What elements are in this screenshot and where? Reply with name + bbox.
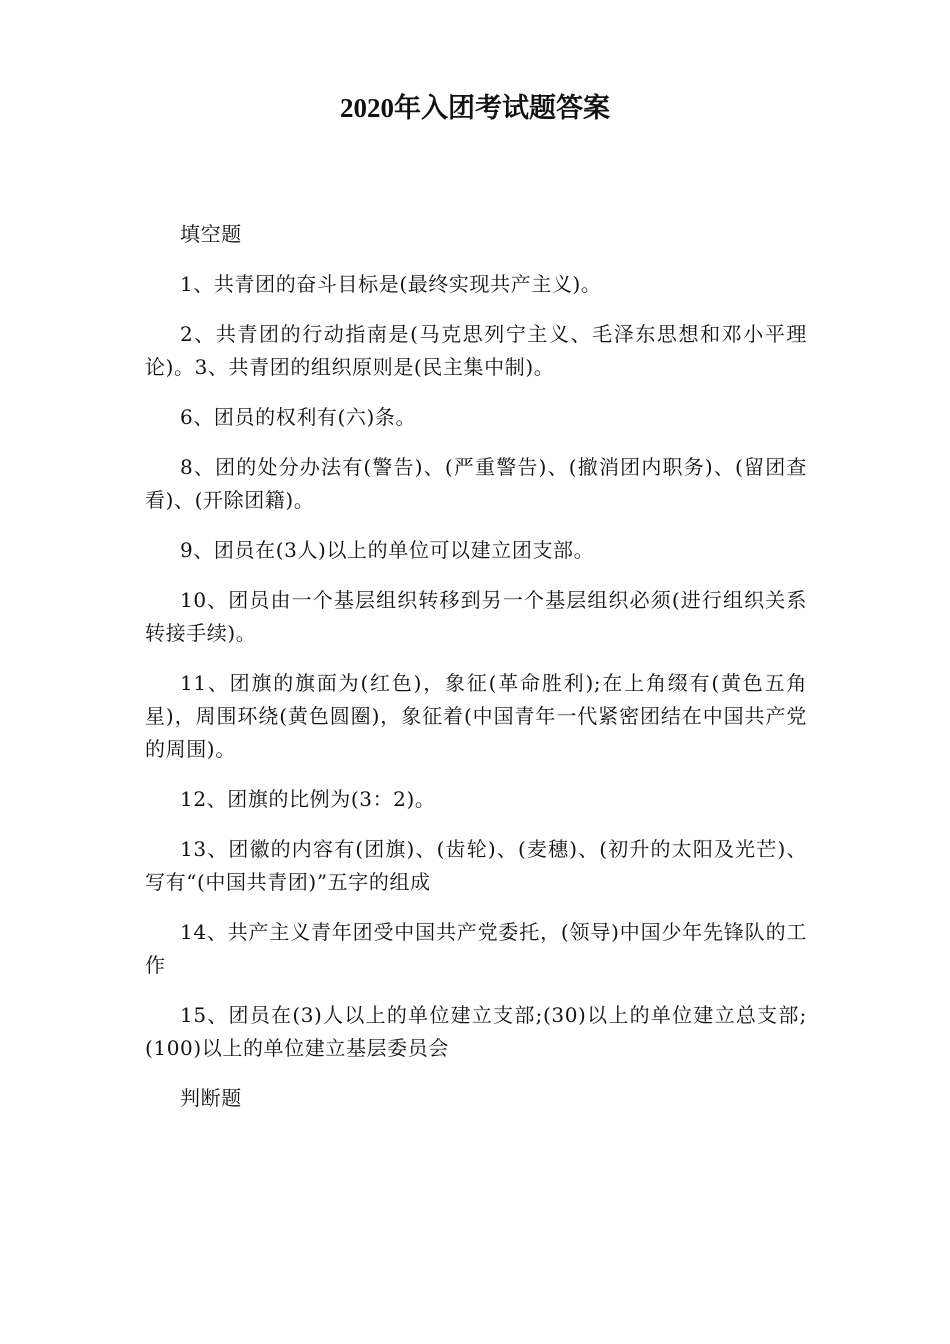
question-paragraph: 14、共产主义青年团受中国共产党委托，(领导)中国少年先锋队的工作 <box>145 920 807 977</box>
question-paragraph: 11、团旗的旗面为(红色)，象征(革命胜利);在上角缀有(黄色五角星)，周围环绕(黄色圆圈)，象征着(中国青年一代紧密团结在中国共产党的周围)。 <box>145 671 807 761</box>
question-paragraph: 15、团员在(3)人以上的单位建立支部;(30)以上的单位建立总支部;(100)以上的单位建立基层委员会 <box>145 1003 807 1060</box>
question-paragraph: 2、共青团的行动指南是(马克思列宁主义、毛泽东思想和邓小平理论)。3、共青团的组织原则是(民主集中制)。 <box>145 322 807 379</box>
document-title: 2020年入团考试题答案 <box>340 93 610 123</box>
question-paragraph: 10、团员由一个基层组织转移到另一个基层组织必须(进行组织关系转接手续)。 <box>145 588 807 645</box>
question-paragraph: 9、团员在(3人)以上的单位可以建立团支部。 <box>180 538 595 562</box>
section-heading-true-false: 判断题 <box>180 1086 242 1110</box>
question-paragraph: 1、共青团的奋斗目标是(最终实现共产主义)。 <box>180 272 602 296</box>
question-paragraph: 6、团员的权利有(六)条。 <box>180 405 417 429</box>
section-heading-fill-blank: 填空题 <box>180 222 242 246</box>
question-paragraph: 13、团徽的内容有(团旗)、(齿轮)、(麦穗)、(初升的太阳及光芒)、写有“(中国共青团)”五字的组成 <box>145 837 807 894</box>
question-paragraph: 12、团旗的比例为(3：2)。 <box>180 787 436 811</box>
question-paragraph: 8、团的处分办法有(警告)、(严重警告)、(撤消团内职务)、(留团查看)、(开除团籍)。 <box>145 455 807 512</box>
document-body <box>145 218 807 1132</box>
